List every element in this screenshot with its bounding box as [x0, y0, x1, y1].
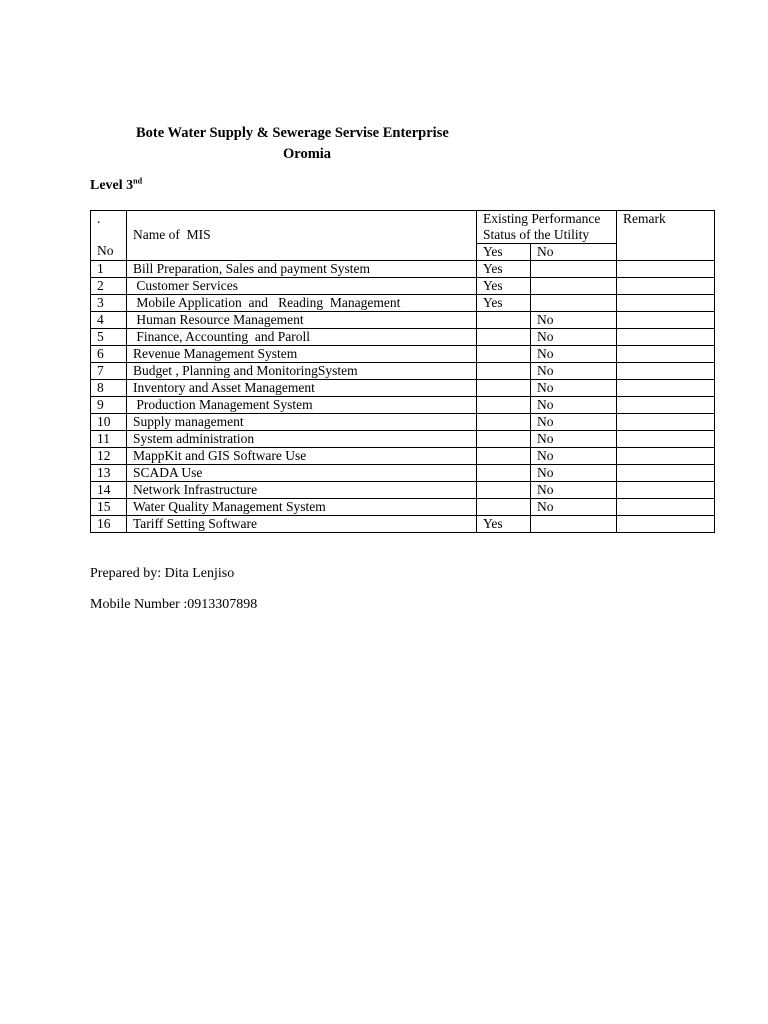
table-row [91, 431, 715, 448]
row-remark [617, 295, 715, 312]
row-no: No [531, 431, 617, 448]
level-heading [90, 178, 142, 194]
row-mis-name: Network Infrastructure [127, 482, 477, 499]
row-no: No [531, 346, 617, 363]
row-number: 3 [91, 295, 127, 312]
row-yes [477, 499, 531, 516]
row-mis-name: MappKit and GIS Software Use [127, 448, 477, 465]
table-row [91, 295, 715, 312]
row-no: No [531, 329, 617, 346]
row-number: 14 [91, 482, 127, 499]
row-no [531, 295, 617, 312]
row-number: 4 [91, 312, 127, 329]
document-title: Bote Water Supply & Sewerage Servise Enterprise [136, 125, 449, 141]
row-remark [617, 261, 715, 278]
row-no: No [531, 448, 617, 465]
mis-table-body [91, 211, 715, 533]
table-row [91, 397, 715, 414]
row-remark [617, 312, 715, 329]
row-remark [617, 380, 715, 397]
row-mis-name: System administration [127, 431, 477, 448]
row-number: 16 [91, 516, 127, 533]
row-remark [617, 465, 715, 482]
row-remark [617, 516, 715, 533]
row-remark [617, 346, 715, 363]
row-remark [617, 499, 715, 516]
prepared-by: Prepared by: Dita Lenjiso [90, 566, 235, 581]
row-yes: Yes [477, 516, 531, 533]
row-yes [477, 329, 531, 346]
row-yes: Yes [477, 278, 531, 295]
row-no: No [531, 312, 617, 329]
row-mis-name: SCADA Use [127, 465, 477, 482]
level-text: Level 3 [90, 178, 134, 193]
row-yes [477, 482, 531, 499]
row-yes [477, 380, 531, 397]
row-yes [477, 414, 531, 431]
row-no: No [531, 465, 617, 482]
row-yes [477, 312, 531, 329]
row-mis-name: Human Resource Management [127, 312, 477, 329]
row-no [531, 278, 617, 295]
table-row [91, 499, 715, 516]
table-row [91, 329, 715, 346]
row-mis-name: Budget , Planning and MonitoringSystem [127, 363, 477, 380]
row-number: 11 [91, 431, 127, 448]
row-no: No [531, 397, 617, 414]
row-yes [477, 346, 531, 363]
row-remark [617, 431, 715, 448]
row-number: 2 [91, 278, 127, 295]
corner-mark: . [97, 211, 101, 226]
row-mis-name: Bill Preparation, Sales and payment System [127, 261, 477, 278]
header-no-status: No [531, 244, 617, 261]
table-row [91, 516, 715, 533]
row-yes [477, 448, 531, 465]
mobile-number: Mobile Number :0913307898 [90, 597, 258, 612]
row-yes: Yes [477, 295, 531, 312]
row-number: 7 [91, 363, 127, 380]
row-remark [617, 414, 715, 431]
row-mis-name: Tariff Setting Software [127, 516, 477, 533]
row-number: 10 [91, 414, 127, 431]
row-remark [617, 397, 715, 414]
table-row [91, 278, 715, 295]
table-row [91, 380, 715, 397]
row-yes [477, 465, 531, 482]
table-header-row-1 [91, 211, 715, 244]
table-row [91, 482, 715, 499]
row-number: 9 [91, 397, 127, 414]
table-row [91, 363, 715, 380]
row-no: No [531, 499, 617, 516]
row-no [531, 261, 617, 278]
row-no: No [531, 482, 617, 499]
row-mis-name: Revenue Management System [127, 346, 477, 363]
row-remark [617, 448, 715, 465]
table-row [91, 414, 715, 431]
row-remark [617, 363, 715, 380]
row-mis-name: Production Management System [127, 397, 477, 414]
row-mis-name: Customer Services [127, 278, 477, 295]
table-row [91, 346, 715, 363]
row-no: No [531, 363, 617, 380]
row-number: 12 [91, 448, 127, 465]
row-mis-name: Finance, Accounting and Paroll [127, 329, 477, 346]
row-no [531, 516, 617, 533]
header-name-cell [127, 211, 477, 261]
header-performance: Existing Performance Status of the Utility [477, 211, 617, 244]
row-number: 15 [91, 499, 127, 516]
row-number: 8 [91, 380, 127, 397]
table-row [91, 448, 715, 465]
row-mis-name: Water Quality Management System [127, 499, 477, 516]
table-row [91, 261, 715, 278]
row-remark [617, 329, 715, 346]
table-row [91, 312, 715, 329]
level-superscript: nd [133, 176, 143, 186]
table-row [91, 465, 715, 482]
mis-status-table [90, 210, 715, 533]
header-yes: Yes [477, 244, 531, 261]
document-subtitle: Oromia [283, 146, 332, 162]
row-yes [477, 431, 531, 448]
row-yes: Yes [477, 261, 531, 278]
header-no-cell: . No [91, 211, 127, 261]
row-yes [477, 363, 531, 380]
row-remark [617, 482, 715, 499]
row-no: No [531, 380, 617, 397]
row-mis-name: Inventory and Asset Management [127, 380, 477, 397]
header-name: Name of MIS [133, 227, 211, 242]
row-number: 13 [91, 465, 127, 482]
row-mis-name: Supply management [127, 414, 477, 431]
header-remark: Remark [617, 211, 715, 261]
row-remark [617, 278, 715, 295]
row-number: 1 [91, 261, 127, 278]
row-number: 6 [91, 346, 127, 363]
row-mis-name: Mobile Application and Reading Management [127, 295, 477, 312]
row-number: 5 [91, 329, 127, 346]
row-yes [477, 397, 531, 414]
row-no: No [531, 414, 617, 431]
